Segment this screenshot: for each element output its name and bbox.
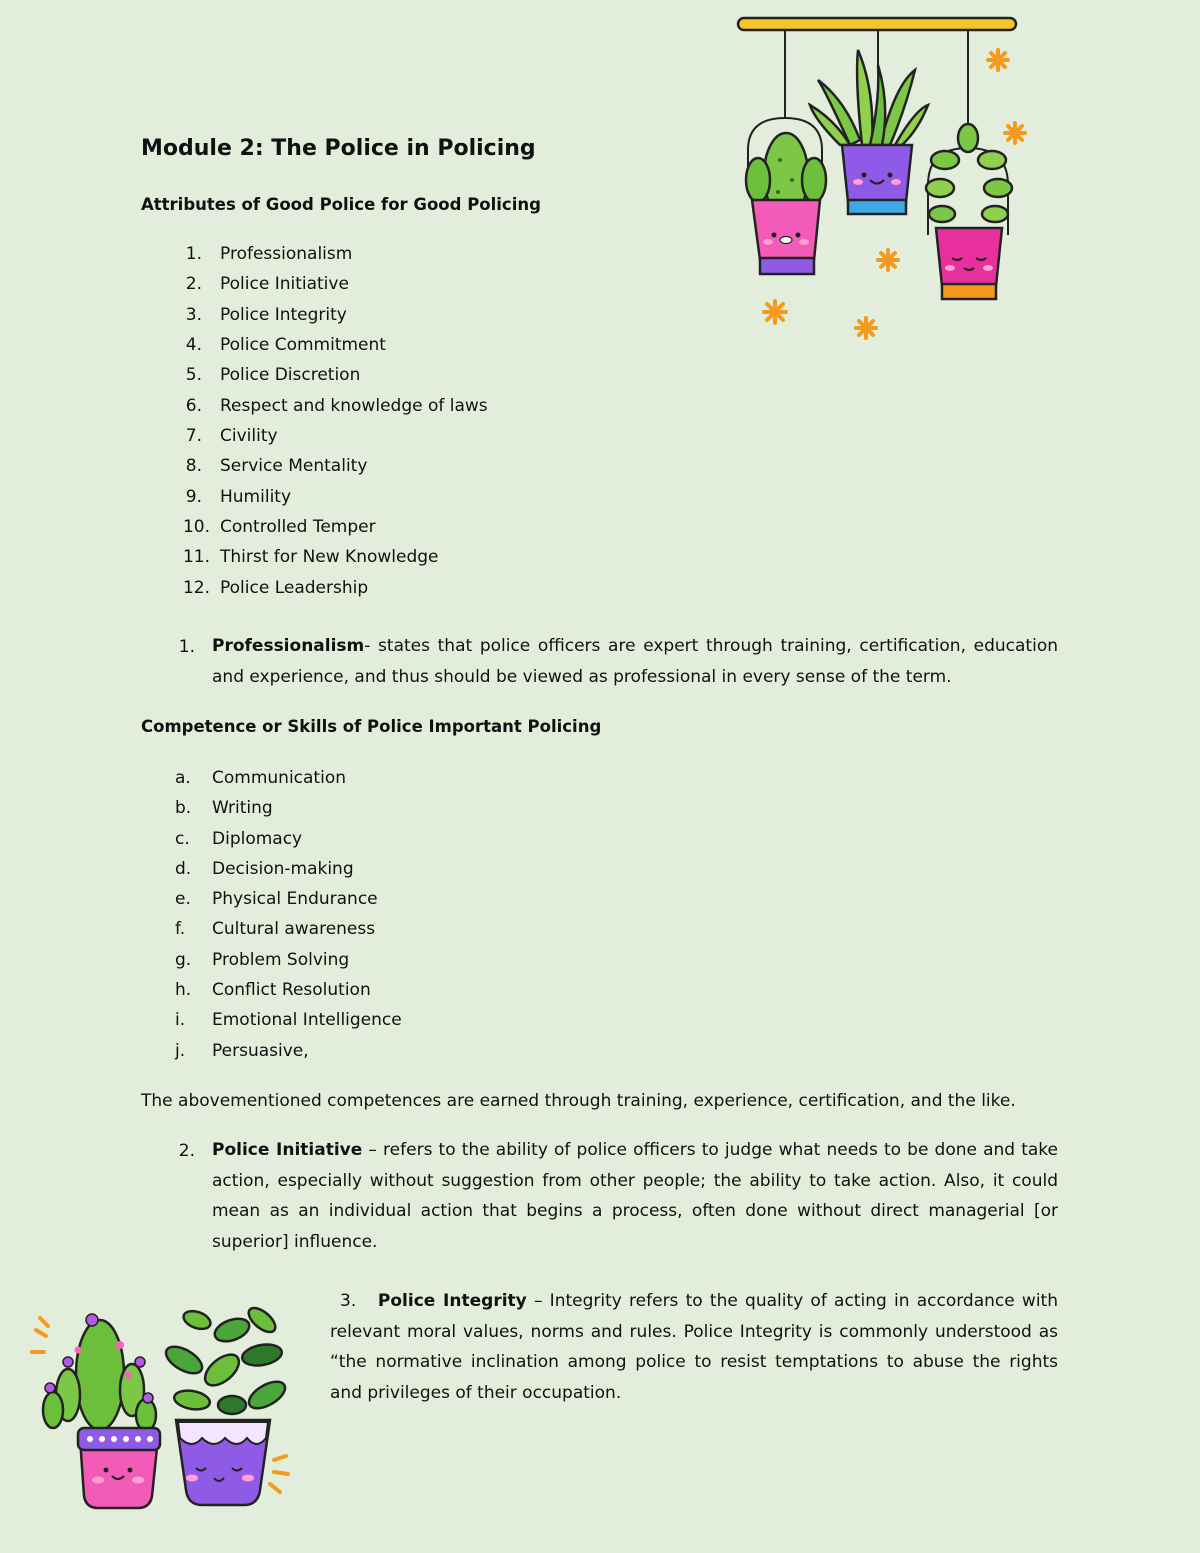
- cactus-pot-illustration: [28, 1300, 168, 1515]
- definition-term: Professionalism: [212, 636, 365, 656]
- definition-number: 3.: [340, 1291, 357, 1311]
- page-title: Module 2: The Police in Policing: [141, 136, 536, 161]
- definition-term: Police Integrity: [377, 1291, 527, 1311]
- definition-text: - states that police officers are expert through training, certification, education and experience, and thus should be viewed as professional in every sense of the term.: [212, 636, 1058, 687]
- definition-text: – refers to the ability of police officers to judge what needs to be done and take action, especially without suggestion from other people; the ability to take action. Also, it could mean as an individual action that begins a process, often done without direct managerial [or superior] influence.: [212, 1140, 1058, 1252]
- competence-heading: Competence or Skills of Police Important Policing: [141, 717, 602, 736]
- competence-note: The abovementioned competences are earned through training, experience, certification, and the like.: [141, 1091, 1016, 1111]
- hanging-plants-illustration: [730, 10, 1040, 340]
- definition-text: – Integrity refers to the quality of acting in accordance with relevant moral values, norms and rules. Police Integrity is commonly understood as “the normative inclination among police to resist temptations to abuse the rights and privileges of their occupation.: [330, 1291, 1058, 1403]
- leafy-pot-illustration: [162, 1300, 297, 1510]
- definition-term: Police Initiative: [212, 1140, 363, 1160]
- attributes-heading: Attributes of Good Police for Good Policing: [141, 195, 541, 214]
- document-page: Module 2: The Police in Policing Attributes of Good Police for Good Policing 1. Professionalism 2. Police Initiative 3. Police Integrity 4. Police Commitment 5. Police Discretion 6. Respect and knowledge of laws 7. Civility 8. Service Mentality 9. Humility 10. Controlled Temper 11. Thirst for New Knowledge 12. Police Leadership 1. Professionalism- states that police officers are expert through training, certification, education and experience, and thus should be viewed as professional in every sense of the term. Competence or Skills of Police Important Policing a. Communication b. Writing c. Diplomacy d. Decision-making e. Physical Endurance f. Cultural awareness g. Problem Solving h. Conflict Resolution i. Emotional Intelligence j. Persuasive, The abovementioned competences are earned through training, experience, certification, and the like. 2. Police Initiative – refers to the ability of police officers to judge what needs to be done and take action, especially without suggestion from other people; the ability to take action. Also, it could mean as an individual action that begins a process, often done without direct managerial [or superior] influence. 3. Police Integrity – Integrity refers to the quality of acting in accordance with relevant moral values, norms and rules. Police Integrity is commonly understood as “the normative inclination among police to resist temptations to abuse the rights and privileges of their occupation.: [0, 0, 1200, 1553]
